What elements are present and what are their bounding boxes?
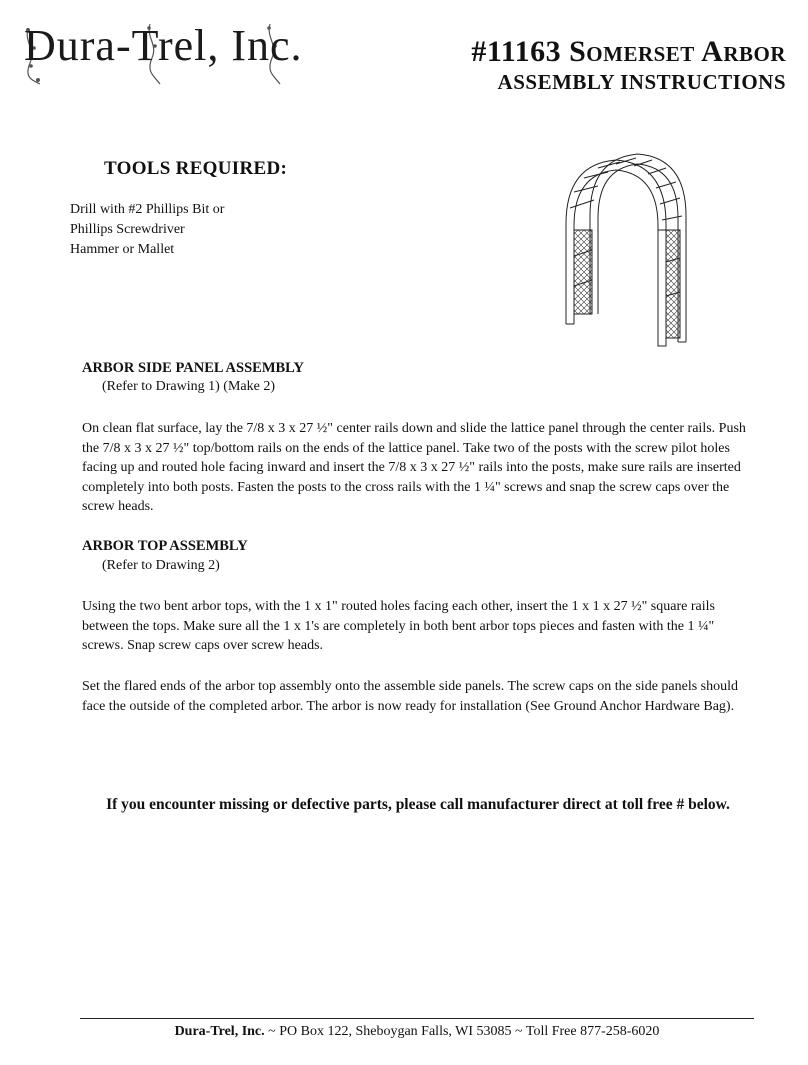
- top-assembly-instructions: Using the two bent arbor tops, with the 1 x 1" routed holes facing each other, insert the 1 x 1 x 27 ½" square rails between the tops. Make sure all the 1 x 1's are completely in both bent arbor tops pieces and fasten with the 1 ¼" screws. Snap screw caps over screw heads.: [82, 599, 715, 653]
- logo-text: Dura-Trel, Inc.: [24, 21, 303, 70]
- tools-heading: TOOLS REQUIRED:: [104, 158, 288, 179]
- footer-phone: Toll Free 877-258-6020: [525, 1024, 660, 1039]
- product-title: #11163 Somerset Arbor: [471, 35, 786, 68]
- tool-item: Drill with #2 Phillips Bit or: [70, 202, 225, 217]
- footer-address: PO Box 122, Sheboygan Falls, WI 53085: [279, 1024, 512, 1039]
- footer-separator: ~: [264, 1024, 280, 1039]
- document-subtitle: ASSEMBLY INSTRUCTIONS: [497, 70, 786, 94]
- tool-item: Hammer or Mallet: [70, 242, 175, 257]
- side-panel-refer: (Refer to Drawing 1) (Make 2): [102, 379, 275, 394]
- footer: [80, 1024, 754, 1040]
- title-block: [471, 34, 786, 96]
- footer-separator: ~: [511, 1024, 526, 1039]
- side-panel-instructions: On clean flat surface, lay the 7/8 x 3 x 27 ½" center rails down and slide the lattice panel through the center rails. Push the 7/8 x 3 x 27 ½" top/bottom rails on the ends of the lattice panel. Take two of the posts with the screw pilot holes facing up and routed hole facing inward and insert the 7/8 x 3 x 27 ½" rails into the posts, make sure rails are inserted completely into both posts. Fasten the posts to the cross rails with the 1 ¼" screws and snap the screw caps over the screw heads.: [82, 421, 746, 514]
- installation-instructions: Set the flared ends of the arbor top assembly onto the assemble side panels. The screw caps on the side panels should face the outside of the completed arbor. The arbor is now ready for installation (See Ground Anchor Hardware Bag).: [82, 679, 739, 714]
- footer-divider: [80, 1018, 754, 1019]
- side-panel-heading: ARBOR SIDE PANEL ASSEMBLY: [82, 360, 304, 376]
- tools-list: [70, 200, 224, 260]
- footer-company: Dura-Trel, Inc.: [174, 1024, 265, 1039]
- top-assembly-heading: ARBOR TOP ASSEMBLY: [82, 538, 248, 554]
- company-logo: [22, 18, 362, 88]
- missing-parts-note: If you encounter missing or defective parts, please call manufacturer direct at toll free # below.: [106, 796, 730, 813]
- arbor-drawing: [560, 146, 694, 352]
- top-assembly-refer: (Refer to Drawing 2): [102, 558, 220, 573]
- tool-item: Phillips Screwdriver: [70, 222, 185, 237]
